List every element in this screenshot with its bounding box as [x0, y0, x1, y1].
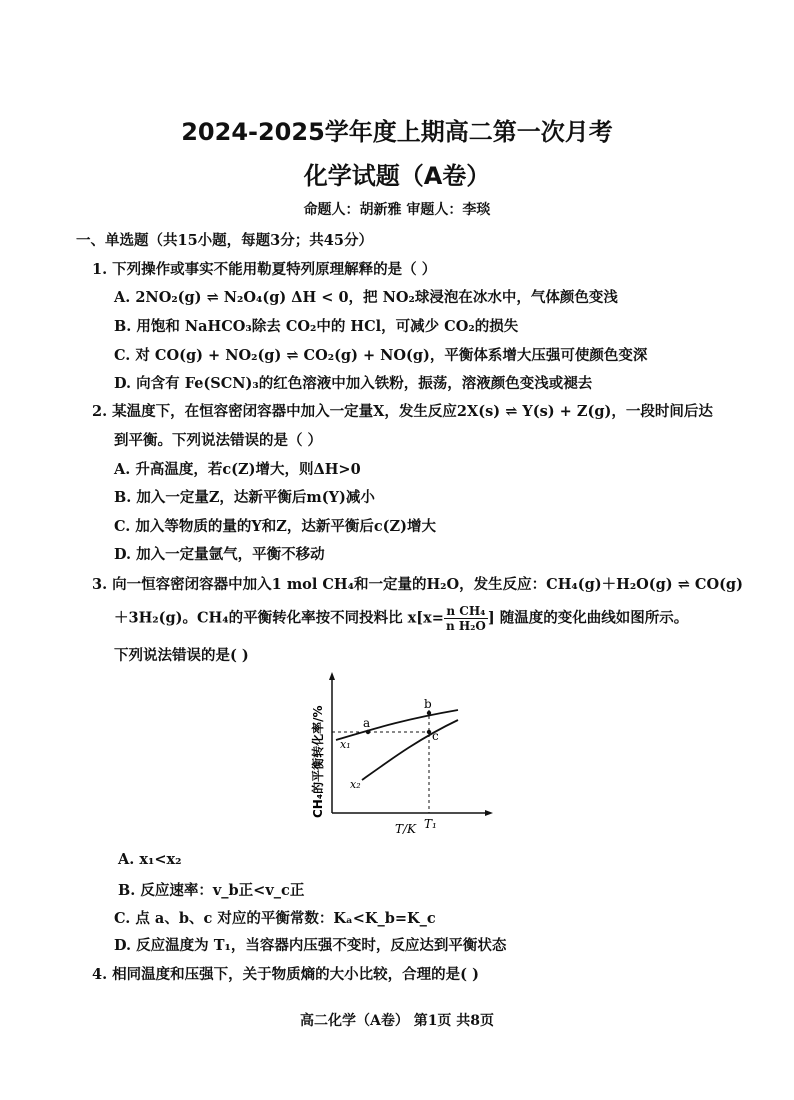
q4-stem: 4. 相同温度和压强下，关于物质熵的大小比较，合理的是( ): [92, 966, 479, 983]
q3-option-d: D. 反应温度为 T₁，当容器内压强不变时，反应达到平衡状态: [114, 937, 507, 954]
page-footer: 高二化学（A卷） 第1页 共8页: [299, 1013, 495, 1029]
exam-subtitle: 化学试题（A卷）: [303, 162, 491, 190]
q3-stem-line2: [114, 604, 688, 633]
q2-stem-line1: 2. 某温度下，在恒容密闭容器中加入一定量X，发生反应2X(s) ⇌ Y(s) + Z(g)，一段时间后达: [92, 403, 713, 420]
q2-stem-line2: 到平衡。下列说法错误的是（ ）: [114, 432, 323, 449]
label-b: b: [424, 697, 432, 711]
q3-stem-line3: 下列说法错误的是( ): [114, 647, 249, 664]
label-x2: x₂: [350, 778, 361, 791]
q3-stem-post: ] 随温度的变化曲线如图所示。: [487, 609, 689, 627]
q1-option-b: B. 用饱和 NaHCO₃除去 CO₂中的 HCl，可减少 CO₂的损失: [114, 318, 519, 335]
label-c: c: [432, 729, 439, 743]
point-a: [366, 730, 370, 734]
q1-option-a: A. 2NO₂(g) ⇌ N₂O₄(g) ΔH < 0，把 NO₂球浸泡在冰水中，气体颜色变浅: [114, 289, 618, 306]
label-a: a: [363, 716, 371, 730]
y-axis-arrow: [329, 672, 335, 680]
section-heading: 一、单选题（共15小题，每题3分；共45分）: [76, 232, 373, 249]
fraction-denominator: n H₂O: [445, 619, 486, 633]
conversion-chart: [300, 668, 500, 843]
q3-option-c: C. 点 a、b、c 对应的平衡常数：Kₐ<K_b=K_c: [114, 910, 436, 927]
x-axis-arrow: [485, 810, 493, 816]
q3-stem-pre: ＋3H₂(g)。CH₄的平衡转化率按不同投料比 x[x=: [114, 609, 444, 627]
y-axis-label: CH₄的平衡转化率/%: [311, 705, 325, 818]
point-b: [427, 711, 431, 715]
q2-option-b: B. 加入一定量Z，达新平衡后m(Y)减小: [114, 489, 375, 506]
fraction-numerator: n CH₄: [444, 604, 488, 619]
q3-option-b: B. 反应速率：v_b正<v_c正: [118, 882, 305, 899]
authors-line: 命题人：胡新雅 审题人：李琰: [303, 202, 491, 218]
point-c: [427, 730, 431, 734]
q3-option-a: A. x₁<x₂: [118, 851, 182, 868]
q3-stem-line1: 3. 向一恒容密闭容器中加入1 mol CH₄和一定量的H₂O，发生反应：CH₄(g)＋H₂O(g) ⇌ CO(g): [92, 576, 743, 593]
ratio-fraction: [444, 604, 488, 633]
exam-title: 2024-2025学年度上期高二第一次月考: [181, 118, 613, 146]
q2-option-c: C. 加入等物质的量的Y和Z，达新平衡后c(Z)增大: [114, 518, 436, 535]
q2-option-a: A. 升高温度，若c(Z)增大，则ΔH>0: [114, 461, 361, 478]
x-axis-label: T/K: [395, 822, 417, 836]
q1-option-c: C. 对 CO(g) + NO₂(g) ⇌ CO₂(g) + NO(g)，平衡体系增大压强可使颜色变深: [114, 347, 648, 364]
label-x1: x₁: [340, 738, 351, 751]
q1-option-d: D. 向含有 Fe(SCN)₃的红色溶液中加入铁粉，振荡，溶液颜色变浅或褪去: [114, 375, 593, 392]
series-x1-line: [336, 710, 458, 740]
q1-stem: 1. 下列操作或事实不能用勒夏特列原理解释的是（ ）: [92, 261, 437, 278]
q2-option-d: D. 加入一定量氩气，平衡不移动: [114, 546, 325, 563]
x-tick-t1: T₁: [424, 817, 437, 831]
